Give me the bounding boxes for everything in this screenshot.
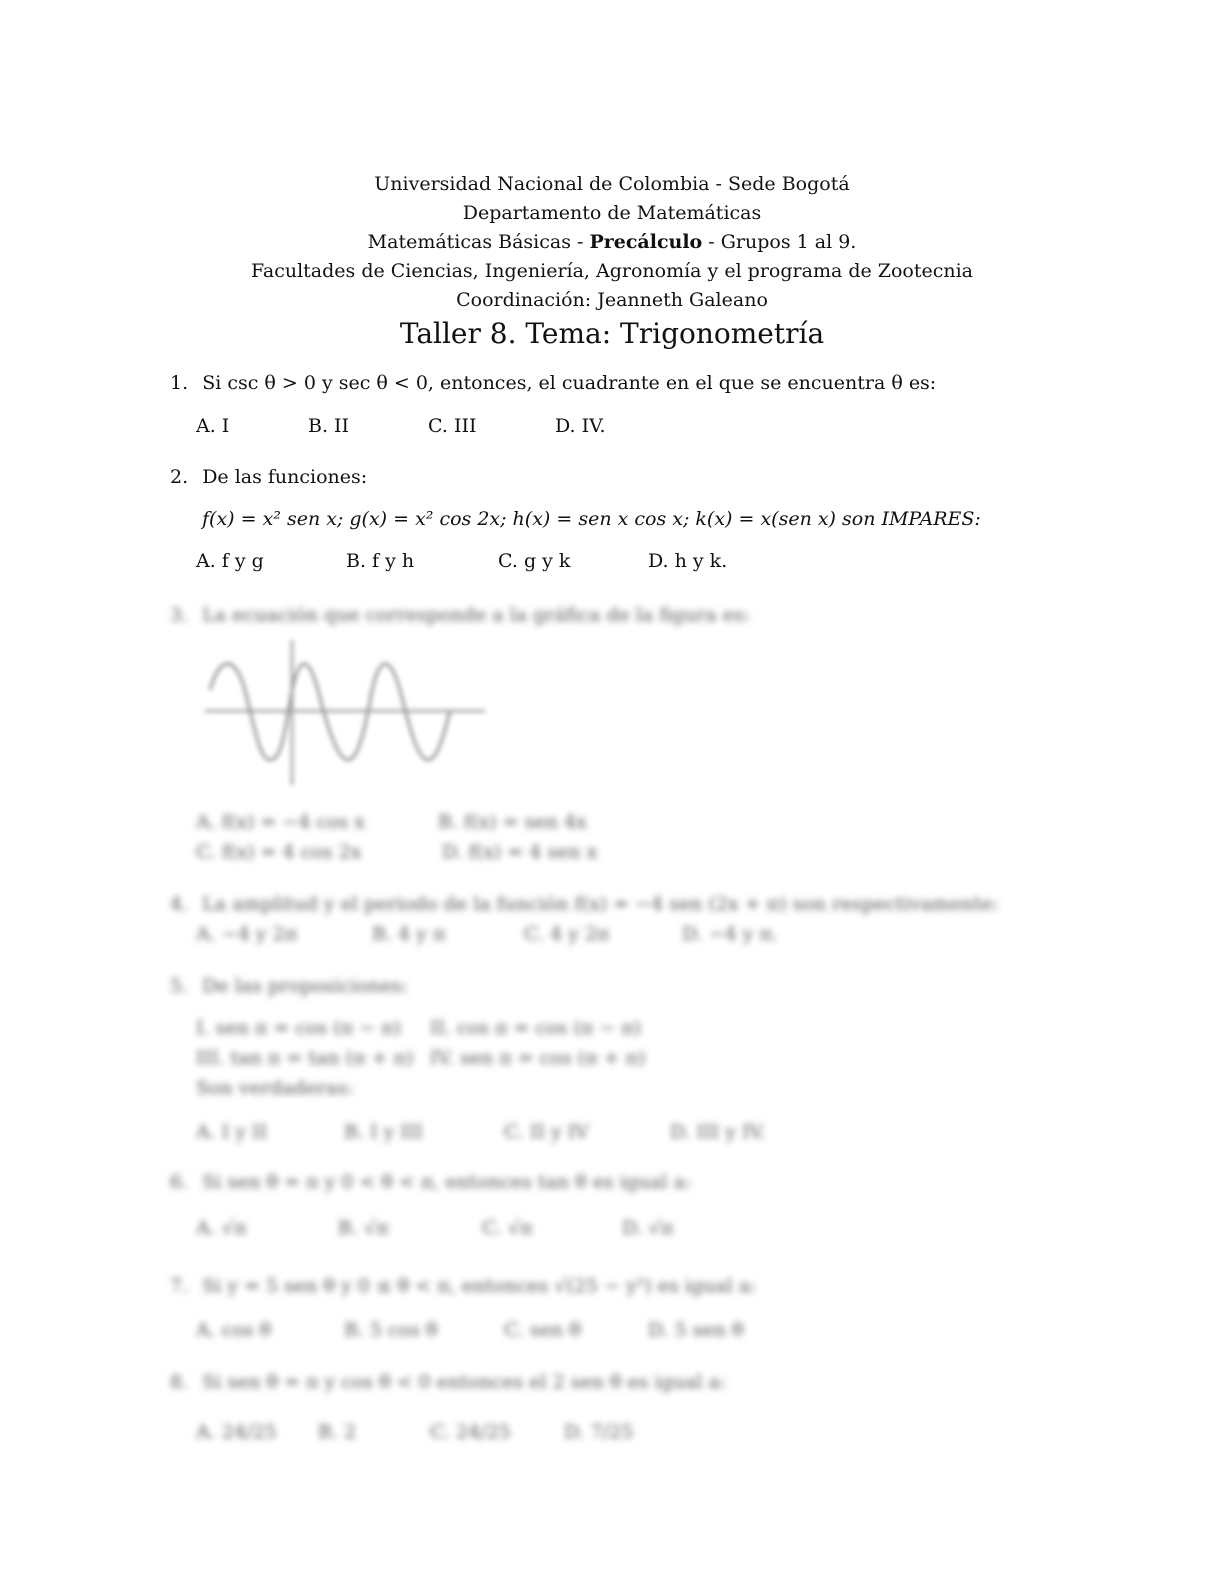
q4-option-a: A. −4 y 2π [196,923,298,945]
question-2 [170,465,367,489]
q8-option-d: D. 7/25 [564,1421,634,1443]
question-text: Si csc θ > 0 y sec θ < 0, entonces, el cuadrante en el que se encuentra θ es: [202,372,937,394]
q1-option-d: D. IV. [555,415,606,437]
q7-option-a: A. cos θ [196,1319,272,1341]
question-text: De las proposiciones: [202,975,408,997]
q3-option-d: D. f(x) = 4 sen x [442,841,598,863]
q2-option-b: B. f y h [346,550,415,572]
q8-option-b: B. 2 [318,1421,357,1443]
header-university: Universidad Nacional de Colombia - Sede Bogotá [374,173,850,195]
q3-option-a: A. f(x) = −4 cos x [196,811,366,833]
q2-option-a: A. f y g [196,550,264,572]
q6-option-a: A. √π [196,1217,247,1239]
q4-option-b: B. 4 y π [372,923,446,945]
question-number: 5. [170,975,189,997]
q5-prop-3: III. tan π = tan (π + π) [196,1047,414,1069]
q5-prop-1: I. sen π = cos (π − π) [196,1017,402,1039]
q6-option-d: D. √π [622,1217,674,1239]
question-number: 6. [170,1171,189,1193]
q7-option-c: C. sen θ [504,1319,581,1341]
question-text: La ecuación que corresponde a la gráfica de la figura es: [202,604,751,626]
q2-option-d: D. h y k. [648,550,728,572]
q5-prop-2: II. cos π = cos (π − π) [430,1017,642,1039]
header-course-post: - Grupos 1 al 9. [702,231,857,253]
question-number: 3. [170,604,189,626]
q1-option-c: C. III [428,415,477,437]
question-text: Si sen θ = π y 0 < θ < π, entonces tan θ es igual a: [202,1171,692,1193]
q8-option-a: A. 24/25 [196,1421,277,1443]
q4-option-c: C. 4 y 2π [524,923,610,945]
question-1 [170,371,936,395]
q3-option-c: C. f(x) = 4 cos 2x [196,841,362,863]
header-faculties: Facultades de Ciencias, Ingeniería, Agronomía y el programa de Zootecnia [250,260,974,282]
q5-tail: Son verdaderas: [196,1077,354,1099]
question-text: La amplitud y el periodo de la función f(x) = −4 sen (2x + π) son respectivamente: [202,893,999,915]
q6-option-b: B. √π [338,1217,389,1239]
q5-option-a: A. I y II [196,1121,268,1143]
question-number: 4. [170,893,189,915]
header-department: Departamento de Matemáticas [462,202,762,224]
q4-option-d: D. −4 y π. [682,923,778,945]
question-text: Si sen θ = π y cos θ < 0 entonces el 2 sen θ es igual a: [202,1371,727,1393]
question-3 [170,603,750,627]
header-course-pre: Matemáticas Básicas - [367,231,590,253]
q5-option-b: B. I y III [344,1121,423,1143]
q2-option-c: C. g y k [498,550,571,572]
q3-sine-graph [200,635,490,790]
header-course [0,230,1224,254]
question-6 [170,1170,691,1194]
q3-option-b: B. f(x) = sen 4x [438,811,587,833]
q5-option-d: D. III y IV. [670,1121,766,1143]
q1-option-a: A. I [196,415,230,437]
question-number: 1. [170,372,189,394]
q2-functions: f(x) = x² sen x; g(x) = x² cos 2x; h(x) = sen x cos x; k(x) = x(sen x) son IMPARES: [202,508,981,530]
header-course-bold: Precálculo [589,231,703,253]
question-7 [170,1274,756,1298]
q7-option-d: D. 5 sen θ [648,1319,744,1341]
question-number: 2. [170,466,189,488]
q6-option-c: C. √π [482,1217,533,1239]
question-8 [170,1370,726,1394]
question-text: Si y = 5 sen θ y 0 ≤ θ < π, entonces √(25 − y²) es igual a: [202,1275,757,1297]
q7-option-b: B. 5 cos θ [344,1319,438,1341]
q1-option-b: B. II [308,415,350,437]
question-5 [170,974,408,998]
question-4 [170,892,999,916]
question-text: De las funciones: [202,466,368,488]
q8-option-c: C. 24/25 [430,1421,511,1443]
q5-prop-4: IV. sen π = cos (π + π) [430,1047,646,1069]
header-coordination: Coordinación: Jeanneth Galeano [456,289,768,311]
question-number: 7. [170,1275,189,1297]
q5-option-c: C. II y IV [504,1121,589,1143]
page-title: Taller 8. Tema: Trigonometría [399,317,825,350]
question-number: 8. [170,1371,189,1393]
